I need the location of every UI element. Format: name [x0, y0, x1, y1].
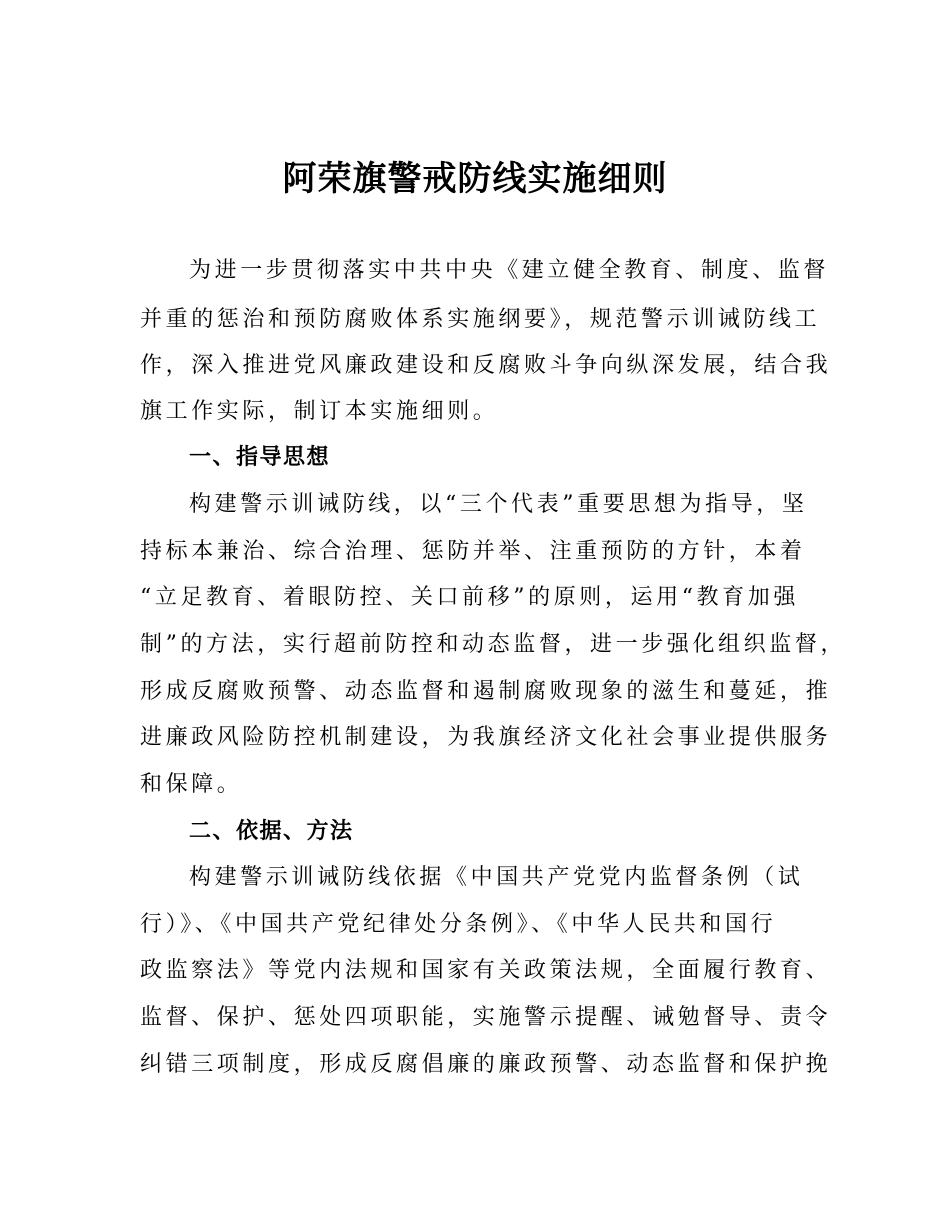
section2-line: 构建警示训诫防线依据《中国共产党党内监督条例（试: [189, 865, 804, 890]
section2-line: 监督、保护、惩处四项职能，实施警示提醒、诫勉督导、责令: [140, 1005, 832, 1030]
section2-line: 纠错三项制度，形成反腐倡廉的廉政预警、动态监督和保护挽: [140, 1052, 832, 1077]
intro-line: 旗工作实际，制订本实施细则。: [140, 399, 499, 424]
section-heading-basis-methods: 二、依据、方法: [189, 819, 354, 844]
section1-line: “立足教育、着眼防控、关口前移”的原则，运用“教育加强: [140, 585, 799, 610]
section1-line: 进廉政风险防控机制建设，为我旗经济文化社会事业提供服务: [140, 725, 832, 750]
intro-line: 为进一步贯彻落实中共中央《建立健全教育、制度、监督: [189, 258, 830, 283]
section1-line: 和保障。: [140, 772, 243, 797]
document-title: 阿荣旗警戒防线实施细则: [282, 159, 668, 199]
section1-line: 持标本兼治、综合治理、惩防并举、注重预防的方针，本着: [140, 539, 806, 564]
section1-line: 构建警示训诫防线，以“三个代表”重要思想为指导，坚: [189, 492, 808, 517]
section2-line: 政监察法》等党内法规和国家有关政策法规，全面履行教育、: [140, 958, 832, 983]
intro-line: 并重的惩治和预防腐败体系实施纲要》，规范警示训诫防线工: [140, 307, 821, 332]
intro-line: 作，深入推进党风廉政建设和反腐败斗争向纵深发展，结合我: [140, 353, 832, 378]
section1-line: 形成反腐败预警、动态监督和遏制腐败现象的滋生和蔓延，推: [140, 679, 832, 704]
section1-line: 制”的方法，实行超前防控和动态监督，进一步强化组织监督，: [140, 632, 847, 657]
section2-line: 行）》、《中国共产党纪律处分条例》、《中华人民共和国行: [140, 912, 777, 937]
section-heading-guiding-ideology: 一、指导思想: [189, 445, 331, 470]
